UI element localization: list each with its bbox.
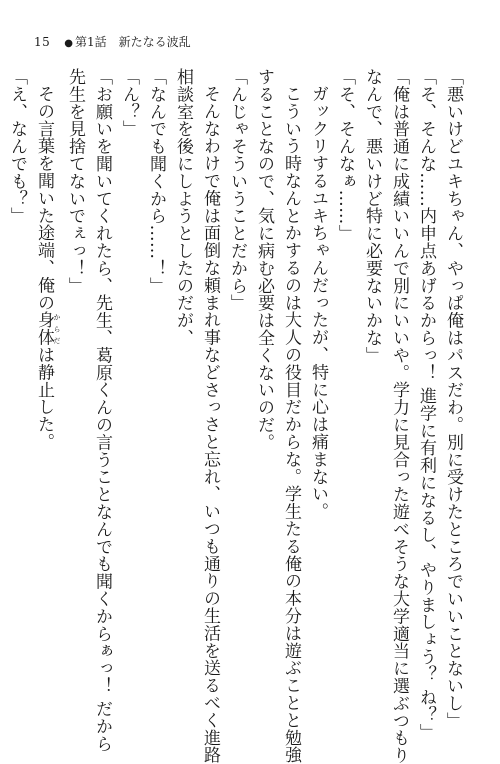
text-line: 「え、なんでも？」 xyxy=(7,68,27,225)
text-line: 「ん？」 xyxy=(119,68,139,138)
text-line: ガックリするユキちゃんだったが、特に心は痛まない。 xyxy=(308,85,328,520)
vertical-text-body xyxy=(3,68,466,764)
text-line: 相談室を後にしようとしたのだが、 xyxy=(173,68,193,347)
page-number: 15 xyxy=(34,35,51,49)
text-line: なんで、悪いけど特に必要ないかな」 xyxy=(362,68,382,364)
ruby-base: 身体 xyxy=(34,311,54,347)
text-line: 「俺は普通に成績いいんで別にいいや。学力に見合った遊べそうな大学適当に選ぶつもり xyxy=(389,68,409,764)
text-line: 先生を見捨てないでぇっ！」 xyxy=(65,68,85,295)
ruby-reading: からだ xyxy=(53,311,61,347)
text-line: 「なんでも聞くから……！」 xyxy=(146,68,166,295)
text-fragment: は静止した。 xyxy=(34,346,54,451)
text-line: 「そ、そんな……内申点あげるからっ！ 進学に有利になるし、やりましょう？ ね？」 xyxy=(416,68,436,741)
ruby-annotation xyxy=(34,311,61,347)
text-line: 「んじゃそういうことだから」 xyxy=(227,68,247,312)
chapter-label: 第1話 xyxy=(75,35,107,49)
text-line: そんなわけで俺は面倒な頼まれ事などさっさと忘れ、いつも通りの生活を送るべく進路 xyxy=(200,85,220,764)
text-fragment: その言葉を聞いた途端、俺の xyxy=(34,85,54,312)
text-line: 「そ、そんなぁ……」 xyxy=(335,68,355,242)
text-line-with-ruby xyxy=(30,68,61,668)
text-line: 「悪いけどユキちゃん、やっぱ俺はパスだわ。別に受けたところでいいことないし」 xyxy=(443,68,463,730)
text-line: 「お願いを聞いてくれたら、先生、葛原くんの言うことなんでも聞くからぁっ！ だから xyxy=(92,68,112,753)
chapter-title: 新たなる波乱 xyxy=(118,35,191,49)
text-line: こういう時なんとかするのは大人の役目だからな。学生たる俺の本分は遊ぶことと勉強 xyxy=(281,85,301,764)
bullet-marker-icon: ● xyxy=(64,38,74,49)
page-header xyxy=(34,36,191,49)
text-line: することなので、気に病む必要は全くないのだ。 xyxy=(254,68,274,451)
